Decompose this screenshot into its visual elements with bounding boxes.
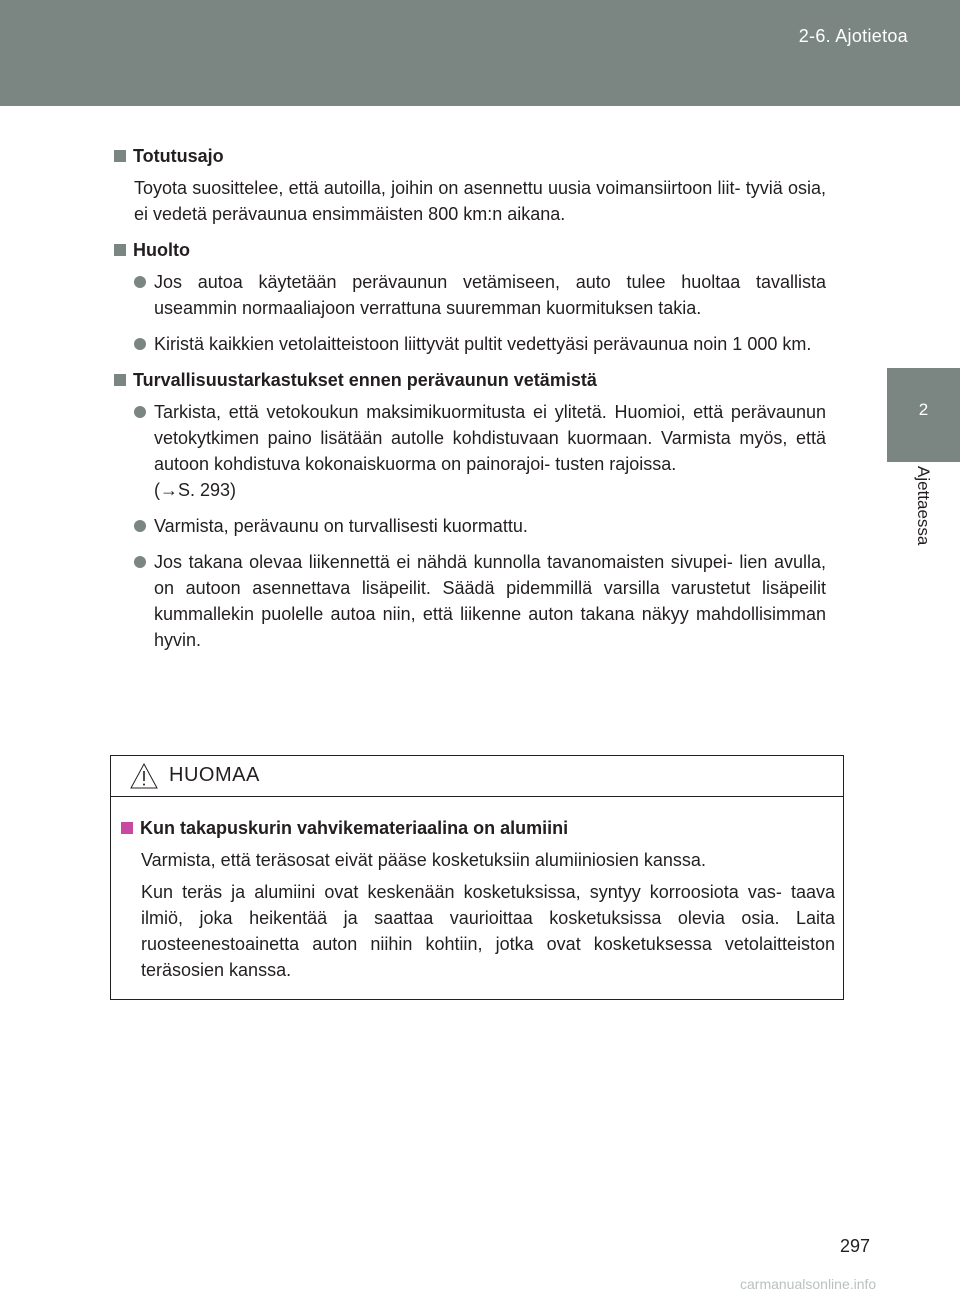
section-heading-text: Totutusajo bbox=[133, 146, 224, 166]
chapter-number: 2 bbox=[918, 400, 929, 419]
notice-heading-text: Kun takapuskurin vahvikemateriaalina on alumiini bbox=[140, 818, 569, 838]
list-item bbox=[134, 399, 826, 503]
section-heading-maintenance bbox=[112, 237, 826, 263]
page-number: 297 bbox=[840, 1236, 871, 1256]
circle-bullet-icon bbox=[134, 406, 146, 418]
square-bullet-icon bbox=[114, 374, 126, 386]
chapter-label: Ajettaessa bbox=[914, 466, 933, 546]
section-title: 2-6. Ajotietoa bbox=[798, 26, 908, 46]
list-item-text: Jos autoa käytetään perävaunun vetämiseen, auto tulee huoltaa tavallista useammin normaaliajoon verrattuna suuremman kuormituksen takia. bbox=[154, 272, 826, 318]
list-item bbox=[134, 513, 826, 539]
list-item bbox=[134, 549, 826, 653]
notice-paragraph: Kun teräs ja alumiini ovat keskenään kosketuksissa, syntyy korroosiota vas- taava ilmiö, joka heikentää ja saattaa vaurioittaa kosketuksissa olevia osia. Laita ruosteenestoainetta auton niihin kohtiin, jotka ovat kosketuksessa vetolaitteiston teräsosien kanssa. bbox=[141, 882, 835, 980]
circle-bullet-icon bbox=[134, 338, 146, 350]
circle-bullet-icon bbox=[134, 276, 146, 288]
warning-triangle-icon bbox=[129, 762, 159, 790]
square-bullet-icon bbox=[114, 244, 126, 256]
list-item-text: Varmista, perävaunu on turvallisesti kuormattu. bbox=[154, 516, 528, 536]
page-header bbox=[0, 0, 960, 106]
circle-bullet-icon bbox=[134, 520, 146, 532]
list-item bbox=[134, 269, 826, 321]
section-heading-text: Huolto bbox=[133, 240, 190, 260]
list-item bbox=[134, 331, 826, 357]
watermark-text: carmanualsonline.info bbox=[740, 1276, 877, 1292]
notice-paragraph: Varmista, että teräsosat eivät pääse kosketuksiin alumiiniosien kanssa. bbox=[141, 850, 706, 870]
circle-bullet-icon bbox=[134, 556, 146, 568]
page-reference-link[interactable]: (→S. 293) bbox=[154, 480, 237, 500]
list-item-text: Tarkista, että vetokoukun maksimikuormitusta ei ylitetä. Huomioi, että perävaunun vetokytkimen paino lisätään autolle kohdistuvaan kuormaan. Varmista myös, että autoon kohdistuva kokonaiskuorma on painorajoi- tusten rajoissa. bbox=[154, 402, 826, 474]
notice-box bbox=[110, 755, 844, 1000]
square-bullet-icon bbox=[121, 822, 133, 834]
section-heading-text: Turvallisuustarkastukset ennen perävaunun vetämistä bbox=[133, 370, 597, 390]
notice-heading bbox=[119, 815, 835, 841]
chapter-label-wrap bbox=[887, 462, 960, 580]
list-item-body bbox=[154, 399, 826, 503]
break-in-paragraph: Toyota suosittelee, että autoilla, joihin on asennettu uusia voimansiirtoon liit- tyviä osia, ei vedetä perävaunua ensimmäisten 800 km:n aikana. bbox=[134, 178, 826, 224]
notice-title: HUOMAA bbox=[169, 764, 260, 786]
main-content bbox=[112, 143, 826, 663]
list-item-text: Kiristä kaikkien vetolaitteistoon liittyvät pultit vedettyäsi perävaunua noin 1 000 km. bbox=[154, 334, 812, 354]
chapter-tab bbox=[887, 368, 960, 462]
square-bullet-icon bbox=[114, 150, 126, 162]
notice-header bbox=[111, 756, 843, 797]
section-heading-break-in bbox=[112, 143, 826, 169]
section-heading-safety-checks bbox=[112, 367, 826, 393]
list-item-text: Jos takana olevaa liikennettä ei nähdä kunnolla tavanomaisten sivupei- lien avulla, on autoon asennettava lisäpeilit. Säädä pidemmillä varsilla varustetut lisäpeilit kummallekin puolelle autoa niin, että liikenne auton takana näkyy mahdollisimman hyvin. bbox=[154, 552, 826, 650]
notice-body bbox=[111, 797, 843, 983]
